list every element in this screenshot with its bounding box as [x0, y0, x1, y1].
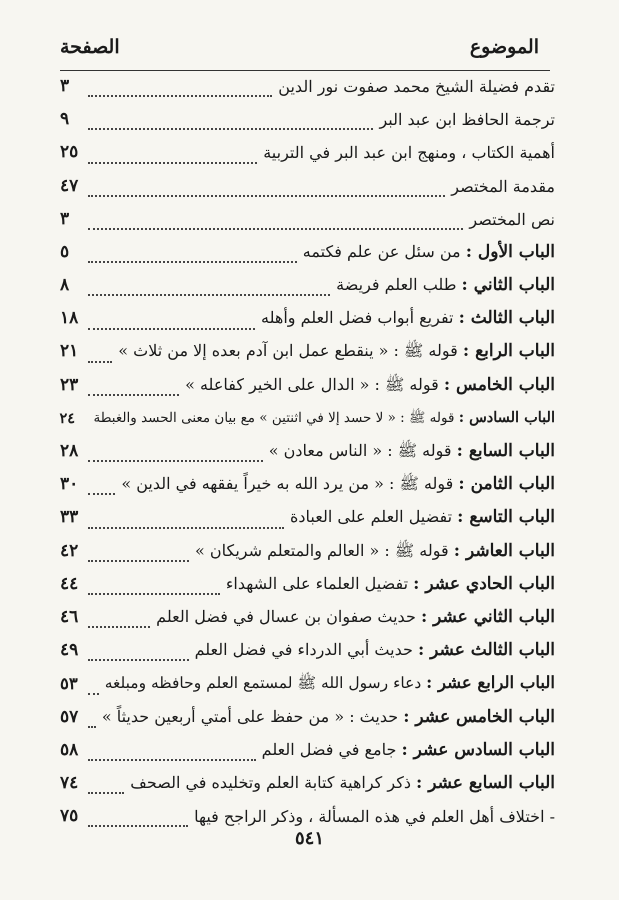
- dot-leader: [88, 620, 150, 628]
- entry-title: من سئل عن علم فكتمه: [302, 241, 461, 261]
- toc-entry-text: [185, 368, 555, 402]
- dot-leader: [88, 653, 189, 661]
- topic-column-label: الموضوع: [469, 36, 539, 58]
- chapter-label: الباب الرابع :: [462, 341, 555, 362]
- entry-title: قوله ﷺ : « من يرد الله به خيراً يفقهه في الدين »: [121, 474, 454, 494]
- entry-title: طلب العلم فريضة: [336, 275, 457, 295]
- toc-entry-text: [121, 467, 555, 501]
- chapter-label: الباب العاشر :: [453, 540, 555, 561]
- toc-entry-text: [269, 434, 555, 468]
- chapter-label: الباب الثاني :: [461, 275, 555, 296]
- dot-leader: [88, 122, 373, 130]
- toc-entry: [60, 103, 555, 136]
- chapter-label: الباب الثامن :: [458, 474, 555, 495]
- entry-title: حديث : « من حفظ على أمتي أربعين حديثاً »: [101, 706, 399, 726]
- toc-entry: [60, 701, 555, 734]
- entry-page-number: ٢٨: [60, 441, 79, 462]
- toc-entry-text: [451, 170, 555, 203]
- dot-leader: [88, 388, 179, 396]
- toc-entry-text: [105, 666, 555, 700]
- table-of-contents: [60, 70, 555, 833]
- chapter-label: الباب السادس عشر :: [401, 739, 555, 760]
- dot-leader: [88, 786, 124, 794]
- entry-page-number: ٤٦: [60, 606, 79, 627]
- entry-title: دعاء رسول الله ﷺ لمستمع العلم وحافظه ومبلغه: [104, 674, 422, 693]
- entry-title: - اختلاف أهل العلم في هذه المسألة ، وذكر الراجح فيها: [194, 807, 555, 827]
- entry-page-number: ٤٢: [60, 540, 79, 561]
- entry-title: قوله ﷺ : « الدال على الخير كفاعله »: [185, 374, 439, 394]
- toc-entry-text: [195, 534, 555, 568]
- toc-entry: [60, 402, 555, 435]
- toc-entry: [60, 468, 555, 501]
- toc-entry-text: [130, 766, 555, 800]
- toc-entry-text: [263, 136, 555, 169]
- toc-entry: [60, 203, 555, 236]
- entry-title: قوله ﷺ : « الناس معادن »: [268, 441, 452, 461]
- dot-leader: [88, 753, 256, 761]
- entry-page-number: ٧٥: [60, 806, 79, 827]
- dot-leader: [88, 687, 99, 695]
- entry-page-number: ٣: [60, 208, 70, 229]
- entry-title: أهمية الكتاب ، ومنهج ابن عبد البر في التربية: [263, 143, 555, 163]
- toc-entry-text: [226, 567, 555, 601]
- toc-entry: [60, 435, 555, 468]
- toc-entry: [60, 70, 555, 103]
- toc-entry: [60, 269, 555, 302]
- chapter-label: الباب الخامس عشر :: [403, 706, 555, 727]
- entry-page-number: ٤٩: [60, 640, 79, 661]
- toc-entry: [60, 136, 555, 169]
- toc-entry-text: [290, 500, 555, 534]
- entry-title: نص المختصر: [469, 209, 555, 229]
- entry-title: تفضيل العلماء على الشهداء: [225, 573, 409, 593]
- entry-page-number: ٧٤: [60, 772, 79, 793]
- dot-leader: [88, 720, 96, 728]
- dot-leader: [88, 222, 463, 230]
- entry-title: قوله ﷺ : « العالم والمتعلم شريكان »: [195, 540, 449, 560]
- chapter-label: الباب الثالث :: [458, 308, 555, 329]
- entry-page-number: ٤٤: [60, 573, 79, 594]
- toc-entry-text: [102, 700, 555, 734]
- entry-title: ذكر كراهية كتابة العلم وتخليده في الصحف: [130, 772, 411, 792]
- chapter-label: الباب الخامس :: [443, 374, 555, 395]
- toc-entry-text: [262, 733, 555, 767]
- entry-page-number: ١٨: [60, 308, 79, 329]
- toc-entry: [60, 302, 555, 335]
- toc-entry: [60, 369, 555, 402]
- entry-page-number: ٣٣: [60, 507, 79, 528]
- entry-title: ترجمة الحافظ ابن عبد البر: [379, 110, 555, 130]
- toc-entry-text: [118, 334, 555, 368]
- toc-entry-text: [156, 600, 555, 634]
- toc-entry-text: [336, 268, 555, 302]
- entry-page-number: ٢٣: [60, 374, 79, 395]
- entry-page-number: ٢٤: [59, 409, 76, 427]
- toc-entry: [60, 767, 555, 800]
- page-column-label: الصفحة: [60, 36, 120, 58]
- entry-page-number: ٩: [60, 109, 70, 130]
- entry-page-number: ٢٥: [60, 142, 79, 163]
- entry-title: تقدم فضيلة الشيخ محمد صفوت نور الدين: [278, 76, 555, 96]
- entry-page-number: ٣: [60, 75, 70, 96]
- chapter-label: الباب التاسع :: [457, 507, 555, 528]
- dot-leader: [88, 322, 255, 330]
- dot-leader: [88, 189, 445, 197]
- dot-leader: [88, 587, 220, 595]
- chapter-label: الباب الثاني عشر :: [420, 606, 555, 627]
- entry-title: تفضيل العلم على العبادة: [290, 507, 453, 527]
- toc-entry: [60, 634, 555, 667]
- entry-title: جامع في فضل العلم: [261, 739, 397, 759]
- entry-page-number: ٤٧: [60, 175, 79, 196]
- page-number: ٥٤١: [294, 828, 324, 849]
- dot-leader: [88, 819, 188, 827]
- dot-leader: [88, 355, 112, 363]
- entry-title: قوله ﷺ : « لا حسد إلا في اثنتين » مع بيان معنى الحسد والغبطة: [93, 409, 455, 426]
- dot-leader: [88, 554, 189, 562]
- entry-page-number: ٥٣: [60, 674, 78, 694]
- toc-entry: [60, 236, 555, 269]
- dot-leader: [88, 288, 330, 296]
- toc-entry: [60, 667, 555, 700]
- chapter-label: الباب السابع عشر :: [416, 772, 555, 793]
- toc-entry-text: [469, 203, 555, 236]
- chapter-label: الباب الحادي عشر :: [413, 573, 555, 594]
- toc-entry-text: [94, 401, 556, 435]
- chapter-label: الباب السادس :: [458, 408, 555, 426]
- dot-leader: [88, 454, 263, 462]
- toc-entry-text: [195, 633, 555, 667]
- chapter-label: الباب الثالث عشر :: [417, 640, 555, 661]
- toc-entry: [60, 601, 555, 634]
- dot-leader: [88, 255, 297, 263]
- entry-page-number: ٣٠: [60, 474, 79, 495]
- toc-entry: [60, 170, 555, 203]
- toc-entry: [60, 568, 555, 601]
- chapter-label: الباب الرابع عشر :: [426, 673, 555, 693]
- entry-title: قوله ﷺ : « ينقطع عمل ابن آدم بعده إلا من ثلاث »: [118, 341, 458, 361]
- entry-page-number: ٥: [60, 241, 70, 262]
- entry-title: مقدمة المختصر: [451, 176, 555, 196]
- entry-page-number: ٢١: [60, 341, 79, 362]
- dot-leader: [88, 521, 284, 529]
- chapter-label: الباب الأول :: [465, 241, 555, 262]
- chapter-label: الباب السابع :: [456, 441, 555, 462]
- toc-entry: [60, 501, 555, 534]
- toc-header: [60, 36, 539, 58]
- toc-entry: [60, 734, 555, 767]
- toc-entry-text: [303, 235, 555, 269]
- toc-entry-text: [278, 70, 555, 103]
- toc-entry-text: [379, 103, 555, 136]
- entry-page-number: ٨: [60, 275, 70, 296]
- toc-entry-text: [261, 301, 555, 335]
- entry-page-number: ٥٨: [60, 739, 79, 760]
- toc-entry: [60, 535, 555, 568]
- dot-leader: [88, 487, 115, 495]
- entry-title: حديث صفوان بن عسال في فضل العلم: [156, 606, 416, 626]
- entry-title: تفريع أبواب فضل العلم وأهله: [261, 308, 454, 328]
- dot-leader: [88, 156, 257, 164]
- entry-page-number: ٥٧: [60, 706, 79, 727]
- toc-entry: [60, 336, 555, 369]
- entry-title: حديث أبي الدرداء في فضل العلم: [194, 640, 413, 660]
- dot-leader: [88, 89, 272, 97]
